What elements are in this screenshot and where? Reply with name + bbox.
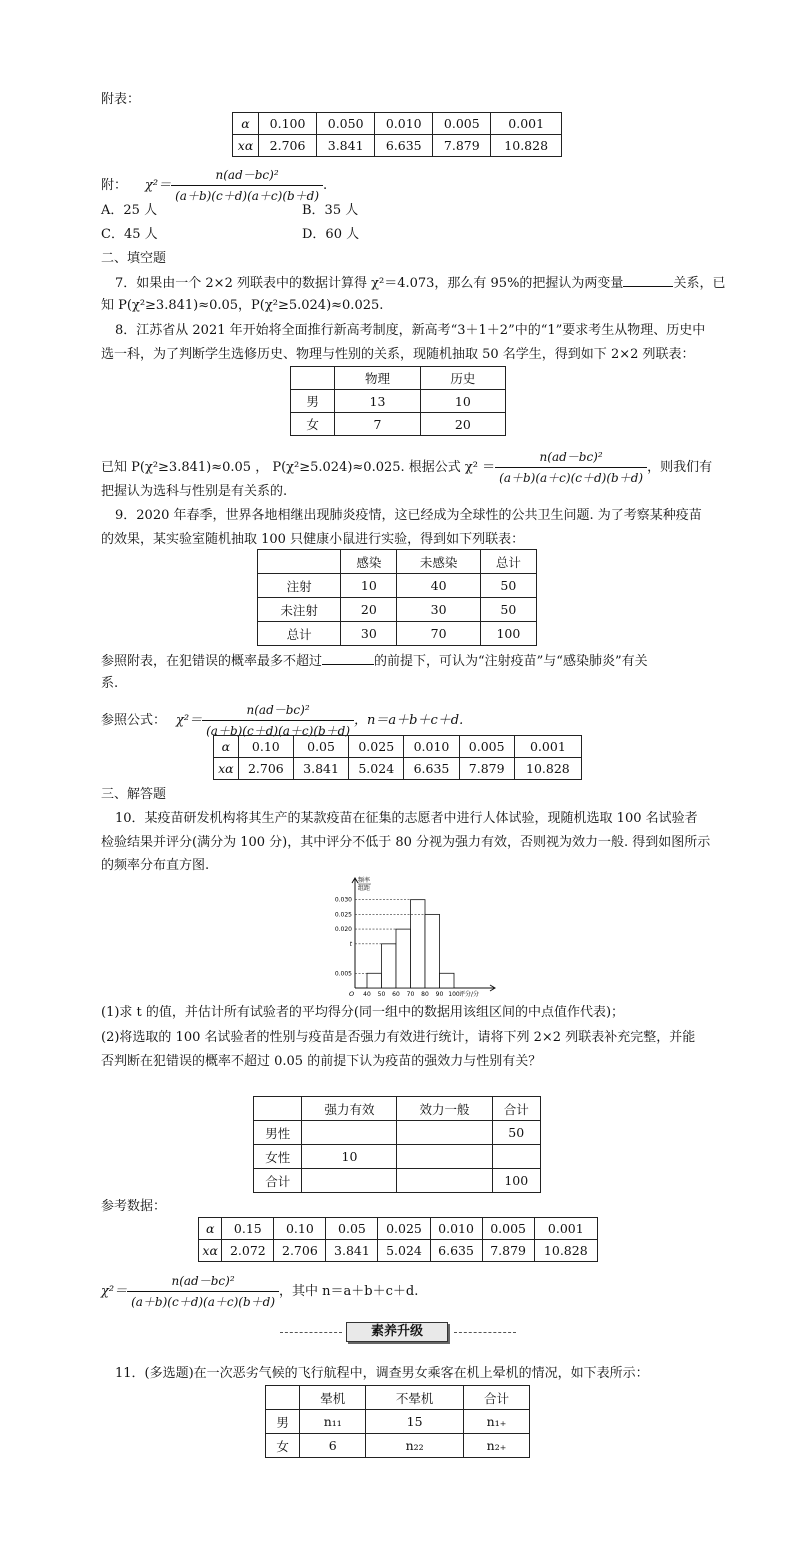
- table-cell: 13: [335, 390, 420, 413]
- x-tick-label: 40: [363, 991, 371, 998]
- table-cell: 3.841: [317, 135, 375, 157]
- table-row: [266, 1434, 530, 1458]
- table-cell: n₁₁: [300, 1410, 366, 1434]
- table-cell: 0.05: [293, 736, 348, 758]
- table-cell: 20: [341, 598, 397, 622]
- table-row: [258, 550, 537, 574]
- table-cell: α: [233, 113, 259, 135]
- y-tick-label: t: [349, 940, 352, 948]
- y-tick-label: 0.020: [334, 926, 352, 934]
- banner-label: 素养升级: [346, 1322, 448, 1342]
- histogram-bar: [440, 973, 455, 988]
- table-row: [233, 135, 562, 157]
- table-cell: 15: [366, 1410, 464, 1434]
- table-cell: [302, 1169, 397, 1193]
- table-cell: 40: [397, 574, 480, 598]
- table-cell: 0.010: [404, 736, 459, 758]
- table-cell: 10: [341, 574, 397, 598]
- table-cell: 70: [397, 622, 480, 646]
- table-cell: 6.635: [430, 1240, 482, 1262]
- table-cell: 10: [302, 1145, 397, 1169]
- q7-line1: 7．如果由一个 2×2 列联表中的数据计算得 χ²＝4.073，那么有 95%的把握认为两变量 关系，已: [115, 273, 725, 293]
- table-row: [199, 1240, 598, 1262]
- q7-line2: 知 P(χ²≥3.841)≈0.05，P(χ²≥5.024)≈0.025.: [101, 298, 384, 313]
- table-row: [266, 1410, 530, 1434]
- x-tick-label: 70: [406, 991, 415, 998]
- table-cell: 100: [480, 622, 536, 646]
- q9-reference-line: 参照附表，在犯错误的概率最多不超过 的前提下，可认为“注射疫苗”与“感染肺炎”有关: [101, 651, 648, 671]
- table-cell: n₂₊: [463, 1434, 529, 1458]
- x-tick-label: 60: [392, 991, 400, 998]
- table-cell: 0.10: [238, 736, 293, 758]
- table-cell: 10.828: [534, 1240, 597, 1262]
- q10-line2: 检验结果并评分(满分为 100 分)，其中评分不低于 80 分视为强力有效，否则视为效力一般. 得到如图所示: [101, 835, 711, 850]
- table-cell: [397, 1145, 492, 1169]
- q8-formula-line: 已知 P(χ²≥3.841)≈0.05 ， P(χ²≥5.024)≈0.025. 根据公式 χ² ＝ $\frac{\text{n(ad－bc)²}}{(a+b)(a+c)(c+d)(b+d)}$ ，则我们有: [101, 450, 713, 485]
- table-cell: 总计: [258, 622, 341, 646]
- x-axis-label: 评分/分: [459, 991, 480, 998]
- table-cell: 合计: [254, 1169, 302, 1193]
- table-cell: 强力有效: [302, 1097, 397, 1121]
- chi-square-formula-1: 附： χ²＝ $\frac{\text{n(ad－bc)²}}{(a+b)(c+d)(a+c)(b+d)}$ .: [101, 168, 328, 203]
- q10-sub2-line1: (2)将选取的 100 名试验者的性别与疫苗是否强力有效进行统计，请将下列 2×2 列联表补充完整，并能: [101, 1030, 696, 1045]
- section-fill-in-heading: 二、填空题: [101, 251, 167, 266]
- table-cell: 未感染: [397, 550, 480, 574]
- q9-reference-cont: 系.: [101, 676, 119, 691]
- table-row: [258, 622, 537, 646]
- q11-line1: 11．(多选题)在一次恶劣气候的飞行航程中，调查男女乘客在机上晕机的情况，如下表所示：: [115, 1366, 649, 1381]
- table-row: [266, 1386, 530, 1410]
- table-cell: 物理: [335, 367, 420, 390]
- frequency-histogram: [325, 872, 505, 1002]
- option-a: A．25 人: [101, 203, 158, 218]
- q10-critical-value-table: [198, 1217, 598, 1262]
- table-row: [254, 1097, 541, 1121]
- q10-sub2-line2: 否判断在犯错误的概率不超过 0.05 的前提下认为疫苗的强效力与性别有关？: [101, 1054, 542, 1069]
- histogram-bar: [411, 900, 426, 988]
- table-cell: 100: [492, 1169, 540, 1193]
- table-cell: 不晕机: [366, 1386, 464, 1410]
- table-cell: 男: [291, 390, 335, 413]
- table-row: [254, 1145, 541, 1169]
- table-cell: 注射: [258, 574, 341, 598]
- table-cell: xα: [214, 758, 239, 780]
- option-c: C．45 人: [101, 227, 158, 242]
- table-cell: 6.635: [404, 758, 459, 780]
- table-cell: 女: [266, 1434, 300, 1458]
- x-tick-label: 100: [448, 991, 460, 998]
- origin-label: O: [349, 990, 355, 998]
- table-cell: 0.025: [349, 736, 404, 758]
- table-cell: 晕机: [300, 1386, 366, 1410]
- table-cell: 0.010: [430, 1218, 482, 1240]
- table-cell: 未注射: [258, 598, 341, 622]
- table-cell: 7: [335, 413, 420, 436]
- table-cell: 合计: [463, 1386, 529, 1410]
- histogram-bar: [367, 973, 382, 988]
- table-cell: 合计: [492, 1097, 540, 1121]
- appendix-label: 附表：: [101, 92, 141, 107]
- table-cell: 50: [492, 1121, 540, 1145]
- table-row: [291, 390, 506, 413]
- table-cell: [266, 1386, 300, 1410]
- table-row: [233, 113, 562, 135]
- table-cell: 2.706: [274, 1240, 326, 1262]
- table-cell: α: [214, 736, 239, 758]
- table-cell: [254, 1097, 302, 1121]
- q8-line1: 8．江苏省从 2021 年开始将全面推行新高考制度，新高考“3＋1＋2”中的“1”要求考生从物理、历史中: [115, 323, 706, 338]
- table-cell: [397, 1121, 492, 1145]
- table-cell: 2.072: [222, 1240, 274, 1262]
- table-cell: 0.005: [482, 1218, 534, 1240]
- table-cell: 0.05: [326, 1218, 378, 1240]
- q9-contingency-table: [257, 549, 537, 646]
- section-answer-heading: 三、解答题: [101, 787, 167, 802]
- table-cell: 5.024: [349, 758, 404, 780]
- q9-line2: 的效果，某实验室随机抽取 100 只健康小鼠进行实验，得到如下列联表：: [101, 532, 525, 547]
- table-cell: 0.100: [259, 113, 317, 135]
- q10-ref-label: 参考数据：: [101, 1199, 167, 1214]
- table-row: [199, 1218, 598, 1240]
- table-cell: xα: [233, 135, 259, 157]
- table-cell: 女性: [254, 1145, 302, 1169]
- table-cell: 女: [291, 413, 335, 436]
- table-cell: 历史: [420, 367, 505, 390]
- table-cell: 2.706: [259, 135, 317, 157]
- x-tick-label: 80: [421, 991, 429, 998]
- table-cell: 0.005: [433, 113, 491, 135]
- q9-formula: 参照公式： χ²＝ $\frac{\text{n(ad－bc)²}}{(a+b)(c+d)(a+c)(b+d)}$ ，n＝a＋b＋c＋d.: [101, 703, 464, 738]
- histogram-bar: [425, 914, 440, 988]
- table-cell: 10.828: [514, 758, 581, 780]
- y-tick-label: 0.025: [334, 911, 352, 919]
- table-cell: 10: [420, 390, 505, 413]
- table-cell: 感染: [341, 550, 397, 574]
- table-cell: 男性: [254, 1121, 302, 1145]
- table-cell: 3.841: [326, 1240, 378, 1262]
- table-cell: xα: [199, 1240, 222, 1262]
- table-cell: 30: [341, 622, 397, 646]
- q11-contingency-table: [265, 1385, 530, 1458]
- critical-value-table-1: [232, 112, 562, 157]
- table-cell: 0.10: [274, 1218, 326, 1240]
- q10-contingency-table: [253, 1096, 541, 1193]
- table-cell: 0.025: [378, 1218, 430, 1240]
- q10-sub1: (1)求 t 的值，并估计所有试验者的平均得分(同一组中的数据用该组区间的中点值作代表)；: [101, 1005, 625, 1020]
- q9-critical-value-table: [213, 735, 582, 780]
- table-cell: [302, 1121, 397, 1145]
- y-tick-label: 0.005: [334, 970, 352, 978]
- table-cell: 6.635: [375, 135, 433, 157]
- x-tick-label: 50: [377, 991, 386, 998]
- table-cell: [492, 1145, 540, 1169]
- table-cell: [258, 550, 341, 574]
- table-row: [254, 1121, 541, 1145]
- y-tick-label: 0.030: [334, 896, 352, 904]
- q8-contingency-table: [290, 366, 506, 436]
- table-row: [214, 758, 582, 780]
- table-cell: [397, 1169, 492, 1193]
- table-cell: 30: [397, 598, 480, 622]
- section-banner: [280, 1322, 516, 1342]
- table-cell: 0.15: [222, 1218, 274, 1240]
- option-d: D．60 人: [302, 227, 360, 242]
- q10-line1: 10．某疫苗研发机构将其生产的某款疫苗在征集的志愿者中进行人体试验，现随机选取 100 名试验者: [115, 811, 698, 826]
- q8-last-line: 把握认为选科与性别是有关系的.: [101, 484, 288, 499]
- table-cell: 50: [480, 574, 536, 598]
- option-b: B．35 人: [302, 203, 359, 218]
- table-cell: 2.706: [238, 758, 293, 780]
- table-cell: 男: [266, 1410, 300, 1434]
- table-cell: [291, 367, 335, 390]
- q9-line1: 9．2020 年春季，世界各地相继出现肺炎疫情，这已经成为全球性的公共卫生问题. 为了考察某种疫苗: [115, 508, 702, 523]
- table-cell: 效力一般: [397, 1097, 492, 1121]
- table-cell: 7.879: [433, 135, 491, 157]
- histogram-bar: [382, 944, 397, 988]
- x-tick-label: 90: [435, 991, 444, 998]
- table-cell: α: [199, 1218, 222, 1240]
- table-row: [291, 367, 506, 390]
- table-cell: 0.050: [317, 113, 375, 135]
- table-cell: 6: [300, 1434, 366, 1458]
- table-cell: n₁₊: [463, 1410, 529, 1434]
- table-cell: 0.001: [534, 1218, 597, 1240]
- table-row: [214, 736, 582, 758]
- table-cell: 5.024: [378, 1240, 430, 1262]
- table-row: [254, 1169, 541, 1193]
- q10-line3: 的频率分布直方图.: [101, 858, 210, 873]
- histogram-bar: [396, 929, 411, 988]
- table-row: [258, 598, 537, 622]
- y-label-top: 频率: [358, 877, 371, 884]
- table-cell: 0.010: [375, 113, 433, 135]
- table-cell: 总计: [480, 550, 536, 574]
- q8-line2: 选一科，为了判断学生选修历史、物理与性别的关系，现随机抽取 50 名学生，得到如下 2×2 列联表：: [101, 347, 695, 362]
- table-cell: 20: [420, 413, 505, 436]
- table-cell: 50: [480, 598, 536, 622]
- table-cell: 0.001: [491, 113, 562, 135]
- table-cell: 0.001: [514, 736, 581, 758]
- table-cell: 7.879: [482, 1240, 534, 1262]
- table-cell: 0.005: [459, 736, 514, 758]
- table-cell: 10.828: [491, 135, 562, 157]
- y-label-bottom: 组距: [358, 885, 371, 892]
- table-cell: 3.841: [293, 758, 348, 780]
- table-row: [258, 574, 537, 598]
- table-cell: n₂₂: [366, 1434, 464, 1458]
- q10-formula: χ²＝ $\frac{\text{n(ad－bc)²}}{(a+b)(c+d)(a+c)(b+d)}$ ，其中 n＝a＋b＋c＋d.: [101, 1274, 419, 1309]
- table-cell: 7.879: [459, 758, 514, 780]
- table-row: [291, 413, 506, 436]
